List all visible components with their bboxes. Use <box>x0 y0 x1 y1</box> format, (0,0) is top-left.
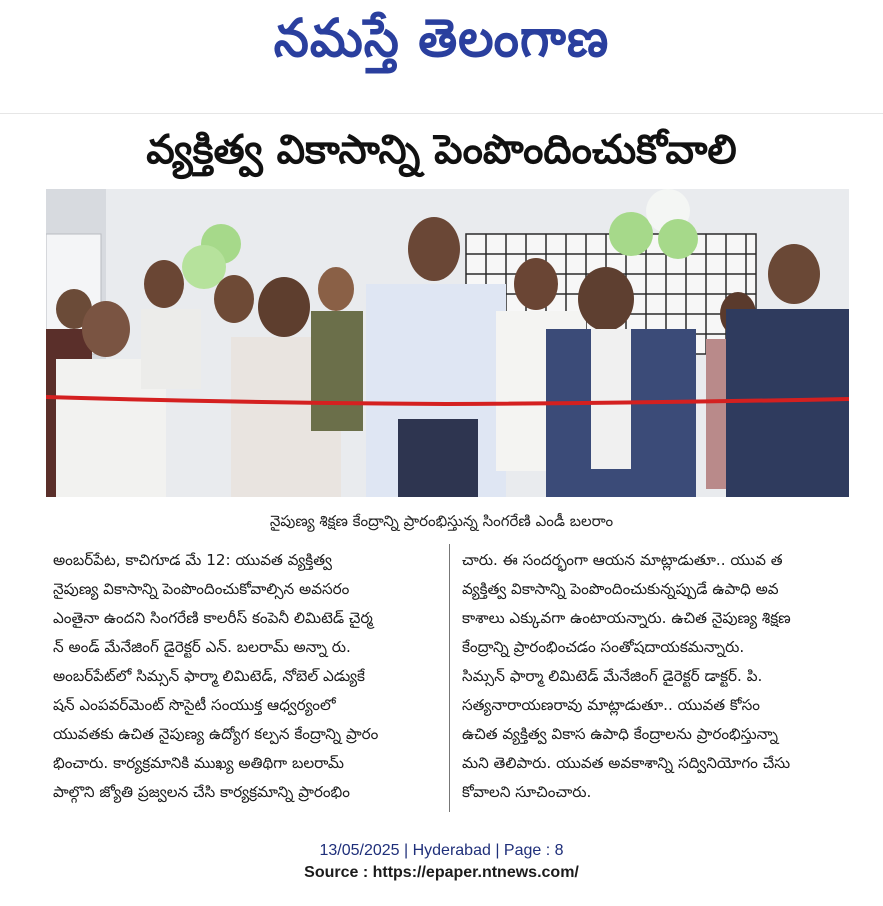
article-line: ఎంతైనా ఉందని సింగరేణి కాలరీస్ కంపెనీ లిమిటెడ్ చైర్మ <box>53 609 373 627</box>
edition-info: 13/05/2025 | Hyderabad | Page : 8 <box>319 842 564 859</box>
page-footer <box>0 840 883 884</box>
article-line: మని తెలిపారు. యువత అవకాశాన్ని సద్వినియోగం చేసు <box>462 754 791 772</box>
article-line: యువతకు ఉచిత నైపుణ్య ఉద్యోగ కల్పన కేంద్రాన్ని ప్రారం <box>53 725 379 743</box>
article-line: కాశాలు ఎక్కువగా ఉంటాయన్నారు. ఉచిత నైపుణ్య శిక్షణ <box>462 609 791 627</box>
article-column-left <box>53 546 438 807</box>
news-clipping <box>0 113 883 827</box>
article-line: భించారు. కార్యక్రమానికి ముఖ్య అతిథిగా బలరామ్ <box>53 754 344 772</box>
headline: వ్యక్తిత్వ వికాసాన్ని పెంపొందించుకోవాలి <box>146 127 737 173</box>
article-line: కేంద్రాన్ని ప్రారంభించడం సంతోషదాయకమన్నారు. <box>462 638 745 656</box>
article-line: వ్యక్తిత్వ వికాసాన్ని పెంపొందించుకున్నప్పుడే ఉపాధి అవ <box>462 580 779 598</box>
article-line: షన్ ఎంపవర్‌మెంట్ సొసైటీ సంయుక్త ఆధ్వర్యంలో <box>53 696 336 714</box>
photo-caption: నైపుణ్య శిక్షణ కేంద్రాన్ని ప్రారంభిస్తున్న సింగరేణి ఎండీ బలరాం <box>269 512 614 530</box>
article-column-right <box>462 546 852 807</box>
source-link[interactable]: Source : https://epaper.ntnews.com/ <box>304 864 579 881</box>
article-line: అంబర్‌పేట్‌లో సిమ్సన్ ఫార్మా లిమిటెడ్, నోబెల్ ఎడ్యుకే <box>53 667 365 685</box>
masthead <box>0 0 883 112</box>
article-line: చారు. ఈ సందర్భంగా ఆయన మాట్లాడుతూ.. యువ త <box>462 551 783 569</box>
article-line: సత్యనారాయణరావు మాట్లాడుతూ.. యువత కోసం <box>462 696 760 714</box>
masthead-title: నమస్తే తెలంగాణ <box>273 7 610 69</box>
article-line: కోవాలని సూచించారు. <box>462 783 592 801</box>
article-line: పాల్గొని జ్యోతి ప్రజ్వలన చేసి కార్యక్రమాన్ని ప్రారంభిం <box>53 783 350 801</box>
column-divider <box>449 544 450 812</box>
article-line: అంబర్‌పేట, కాచిగూడ మే 12: యువత వ్యక్తిత్వ <box>53 551 332 569</box>
article-photo <box>46 189 849 497</box>
article-line: న్ అండ్ మేనేజింగ్ డైరెక్టర్ ఎన్. బలరామ్ అన్నా రు. <box>53 638 351 656</box>
article-line: ఉచిత వ్యక్తిత్వ వికాస ఉపాధి కేంద్రాలను ప్రారంభిస్తున్నా <box>462 725 779 743</box>
article-line: నైపుణ్య వికాసాన్ని పెంపొందించుకోవాల్సిన అవసరం <box>53 580 350 598</box>
article-line: సిమ్సన్ ఫార్మా లిమిటెడ్ మేనేజింగ్ డైరెక్టర్ డాక్టర్. పి. <box>462 667 763 685</box>
ribbon-cutting-photo <box>46 189 849 497</box>
